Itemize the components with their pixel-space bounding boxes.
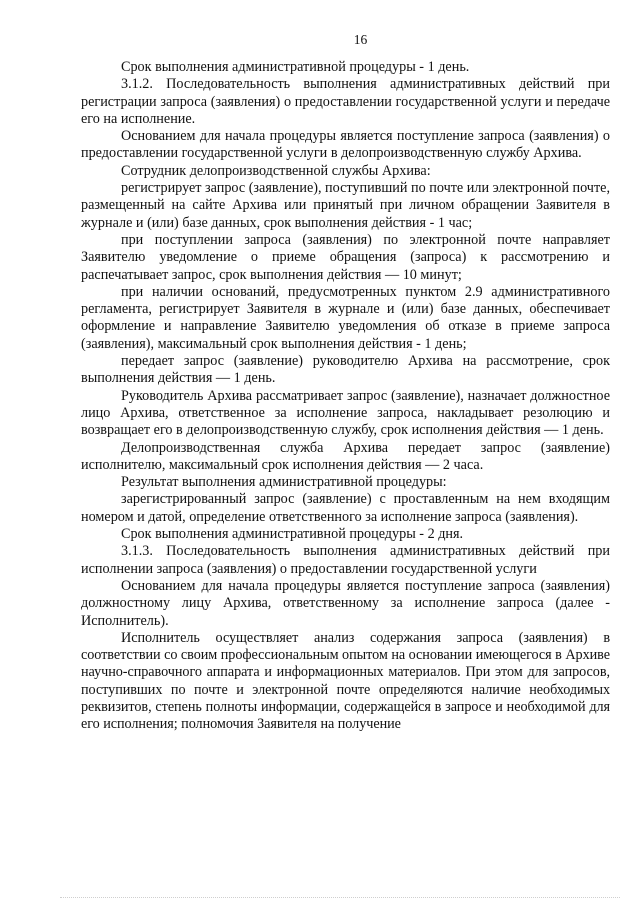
paragraph-deadline-2: Срок выполнения административной процедуры - 2 дня. <box>121 526 464 543</box>
paragraph-transfer-to-head: передает запрос (заявление) руководителю Архива на рассмотрение, срок выполнения действия — 1 день. <box>81 353 610 387</box>
paragraph-result-intro: Результат выполнения административной процедуры: <box>121 474 447 491</box>
paragraph-refusal-grounds: при наличии оснований, предусмотренных пунктом 2.9 административного регламента, регистрирует Заявителя в журнале и (или) базе данных, обеспечивает оформление и направление Заявителю уведомления об отказе в приеме запроса (заявления), максимальный срок выполнения действия - 1 день; <box>81 283 610 352</box>
paragraph-head-review: Руководитель Архива рассматривает запрос (заявление), назначает должностное лицо Архива, ответственное за исполнение запроса, накладывает резолюцию и возвращает его в делопроизводственную службу, срок исполнения действия — 1 день. <box>81 387 610 439</box>
paragraph-executor-analysis: Исполнитель осуществляет анализ содержания запроса (заявления) в соответствии со своим профессиональным опытом на основании имеющегося в Архиве научно-справочного аппарата и информационных материалов. При этом для запросов, поступивших по почте и электронной почте определяются наличие необходимых реквизитов, степень полноты информации, содержащейся в запросе и необходимой для его исполнения; полномочия Заявителя на получение <box>81 629 610 733</box>
paragraph-office-transfer: Делопроизводственная служба Архива передает запрос (заявление) исполнителю, максимальный срок исполнения действия — 2 часа. <box>81 439 610 473</box>
paragraph-deadline-1: Срок выполнения административной процедуры - 1 день. <box>121 59 470 75</box>
paragraph-executor-grounds: Основанием для начала процедуры является поступление запроса (заявления) должностному лицу Архива, ответственному за исполнение запроса (далее - Исполнитель). <box>81 577 610 629</box>
paragraph-section-3-1-2: 3.1.2. Последовательность выполнения административных действий при регистрации запроса (заявления) о предоставлении государственной услуги и передаче его на исполнение. <box>81 76 610 127</box>
paragraph-grounds-start: Основанием для начала процедуры является поступление запроса (заявления) о предоставлении государственной услуги в делопроизводственную службу Архива. <box>81 128 610 162</box>
paragraph-section-3-1-3: 3.1.3. Последовательность выполнения административных действий при исполнении запроса (заявления) о предоставлении государственной услуги <box>81 543 610 577</box>
paragraph-email-notification: при поступлении запроса (заявления) по электронной почте направляет Заявителю уведомление о приеме обращения (запроса) к рассмотрению и распечатывает запрос, срок выполнения действия — 10 минут; <box>81 231 610 283</box>
paragraph-clerk-intro: Сотрудник делопроизводственной службы Архива: <box>121 162 431 179</box>
scan-edge-divider <box>60 897 620 899</box>
paragraph-registers-request: регистрирует запрос (заявление), поступивший по почте или электронной почте, размещенный на сайте Архива или принятый при личном обращении Заявителя в журнале и (или) базе данных, срок выполнения действия - 1 час; <box>81 180 610 231</box>
paragraph-result-registered: зарегистрированный запрос (заявление) с проставленным на нем входящим номером и датой, определение ответственного за исполнение запроса (заявления). <box>81 491 610 525</box>
page-number: 16 <box>353 32 368 47</box>
